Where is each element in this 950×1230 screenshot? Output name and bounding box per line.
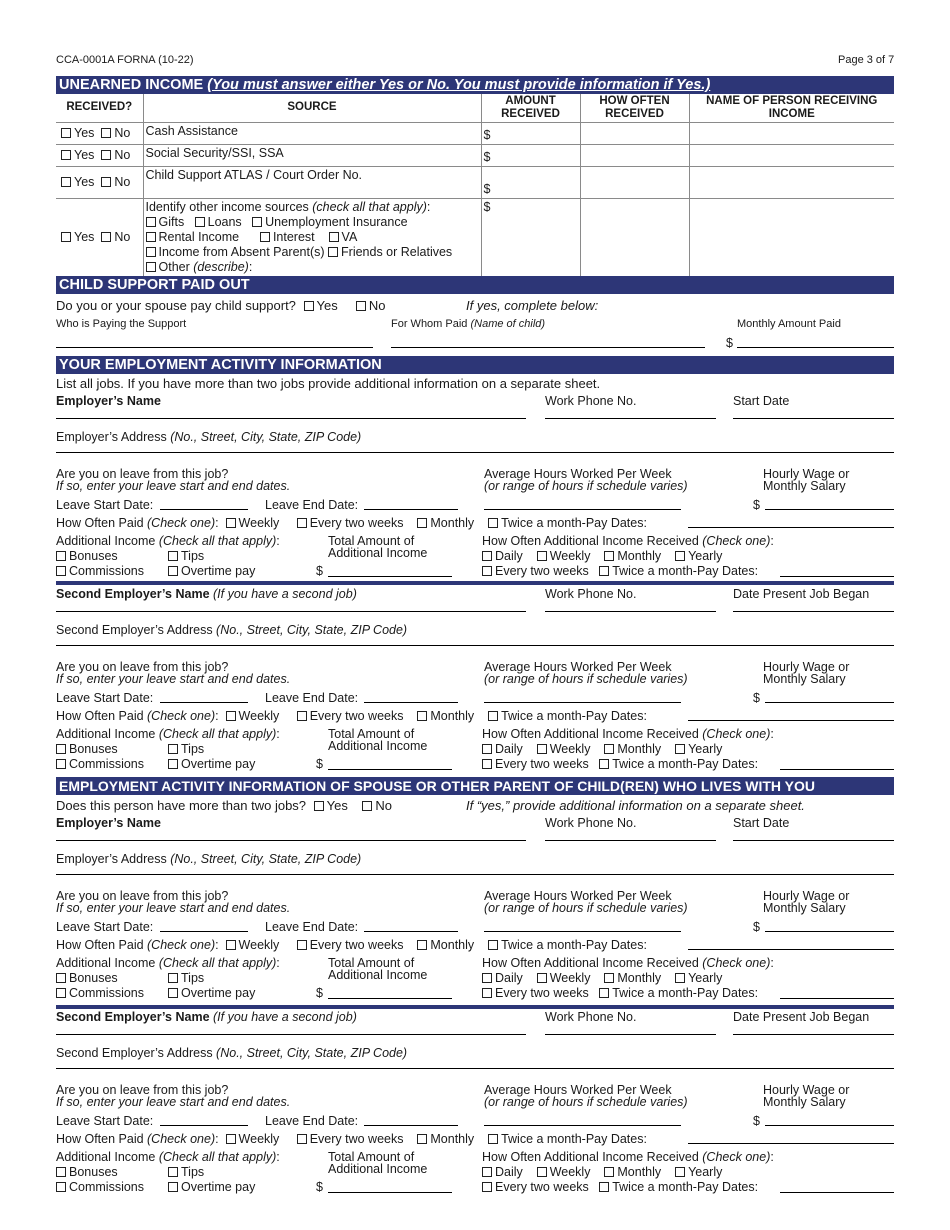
leave-end-field[interactable] xyxy=(364,1125,458,1126)
overtime-checkbox[interactable] xyxy=(168,566,178,576)
leave-end-field[interactable] xyxy=(364,931,458,932)
additional-income-label: Additional Income (Check all that apply): xyxy=(56,1150,280,1164)
weekly-checkbox[interactable] xyxy=(226,940,236,950)
monthly-checkbox[interactable] xyxy=(417,1134,427,1144)
add-weekly-checkbox[interactable] xyxy=(537,551,547,561)
for-whom-label: For Whom Paid (Name of child) xyxy=(391,318,546,330)
avg-hours-field[interactable] xyxy=(484,931,681,932)
yes-checkbox[interactable] xyxy=(61,177,71,187)
how-often-additional-options-2: Every two weeks Twice a month-Pay Dates: xyxy=(482,757,758,771)
total-amount-label: Total Amount of xyxy=(328,534,415,548)
salary-label: Monthly Salary xyxy=(763,672,846,686)
col-source: SOURCE xyxy=(143,94,481,122)
second-employer-name-label: Second Employer’s Name (If you have a second job) xyxy=(56,1010,357,1024)
additional-pay-dates-field[interactable] xyxy=(780,1192,894,1193)
work-phone-field[interactable] xyxy=(545,611,716,612)
spouse-question: Does this person have more than two jobs? Yes No xyxy=(56,798,392,813)
add-monthly-checkbox[interactable] xyxy=(604,1167,614,1177)
employment-intro: List all jobs. If you have more than two jobs provide additional information on a separate sheet. xyxy=(56,376,601,391)
avg-hours-field[interactable] xyxy=(484,509,681,510)
how-often-field[interactable] xyxy=(580,198,689,276)
col-amount: AMOUNT RECEIVED xyxy=(481,94,580,122)
employer-name-field[interactable] xyxy=(56,1034,526,1035)
name-field[interactable] xyxy=(689,122,894,144)
commissions-checkbox[interactable] xyxy=(56,566,66,576)
twice-month-checkbox[interactable] xyxy=(488,940,498,950)
yearly-checkbox[interactable] xyxy=(675,551,685,561)
daily-checkbox[interactable] xyxy=(482,1167,492,1177)
total-amount-field[interactable] xyxy=(328,998,452,999)
for-whom-field[interactable] xyxy=(391,347,705,348)
salary-label: Monthly Salary xyxy=(763,901,846,915)
start-date-label: Start Date xyxy=(733,816,790,830)
pay-dates-field[interactable] xyxy=(688,949,894,950)
date-present-job-label: Date Present Job Began xyxy=(733,587,870,601)
bonuses-option: Bonuses xyxy=(56,742,118,756)
employer-address-label: Employer’s Address (No., Street, City, State, ZIP Code) xyxy=(56,852,362,866)
leave-end-label: Leave End Date: xyxy=(265,498,359,512)
wage-label: Hourly Wage or xyxy=(763,1083,850,1097)
wage-field[interactable] xyxy=(765,1125,894,1126)
employer-address-field[interactable] xyxy=(56,1068,894,1069)
leave-question: Are you on leave from this job? xyxy=(56,1083,229,1097)
add-weekly-checkbox[interactable] xyxy=(537,744,547,754)
wage-field[interactable] xyxy=(765,931,894,932)
amount-field[interactable]: $ xyxy=(481,144,580,166)
add-monthly-checkbox[interactable] xyxy=(604,551,614,561)
how-often-additional-options-2: Every two weeks Twice a month-Pay Dates: xyxy=(482,986,758,1000)
name-field[interactable] xyxy=(689,198,894,276)
unearned-income-header: UNEARNED INCOME (You must answer either Yes or No. You must provide information if Yes.) xyxy=(56,76,894,94)
every-two-weeks-checkbox[interactable] xyxy=(297,711,307,721)
commissions-checkbox[interactable] xyxy=(56,988,66,998)
work-phone-field[interactable] xyxy=(545,1034,716,1035)
bonuses-checkbox[interactable] xyxy=(56,1167,66,1177)
dollar-sign: $ xyxy=(316,1180,323,1194)
child-support-no-checkbox[interactable] xyxy=(356,301,366,311)
how-often-additional-options-2: Every two weeks Twice a month-Pay Dates: xyxy=(482,1180,758,1194)
wage-field[interactable] xyxy=(765,702,894,703)
yearly-checkbox[interactable] xyxy=(675,1167,685,1177)
leave-question: Are you on leave from this job? xyxy=(56,889,229,903)
total-amount-label: Total Amount of xyxy=(328,1150,415,1164)
add-monthly-checkbox[interactable] xyxy=(604,973,614,983)
yearly-checkbox[interactable] xyxy=(675,973,685,983)
avg-hours-label: Average Hours Worked Per Week xyxy=(484,1083,672,1097)
overtime-option: Overtime pay xyxy=(168,564,255,578)
table-row: Yes No Child Support ATLAS / Court Order No. $ xyxy=(56,166,894,198)
work-phone-label: Work Phone No. xyxy=(545,816,637,830)
name-field[interactable] xyxy=(689,166,894,198)
total-amount-field[interactable] xyxy=(328,769,452,770)
every-two-weeks-checkbox[interactable] xyxy=(297,940,307,950)
col-how-often: HOW OFTEN RECEIVED xyxy=(580,94,689,122)
child-support-if-yes: If yes, complete below: xyxy=(466,298,599,313)
additional-income-label: Additional Income (Check all that apply): xyxy=(56,956,280,970)
commissions-checkbox[interactable] xyxy=(56,759,66,769)
tips-checkbox[interactable] xyxy=(168,1167,178,1177)
employer-address-field[interactable] xyxy=(56,645,894,646)
leave-end-label: Leave End Date: xyxy=(265,1114,359,1128)
section-divider xyxy=(56,581,894,585)
how-often-field[interactable] xyxy=(580,166,689,198)
how-often-additional-label: How Often Additional Income Received (Check one): xyxy=(482,956,774,970)
gifts-checkbox[interactable] xyxy=(146,217,156,227)
employer-name-field[interactable] xyxy=(56,840,526,841)
tips-checkbox[interactable] xyxy=(168,551,178,561)
col-received: RECEIVED? xyxy=(56,94,143,122)
twice-month-checkbox[interactable] xyxy=(488,711,498,721)
avg-hours-label: Average Hours Worked Per Week xyxy=(484,660,672,674)
va-checkbox[interactable] xyxy=(329,232,339,242)
commissions-option: Commissions xyxy=(56,1180,144,1194)
every-two-weeks-checkbox[interactable] xyxy=(297,518,307,528)
leave-start-label: Leave Start Date: xyxy=(56,1114,154,1128)
add-twice-month-checkbox[interactable] xyxy=(599,988,609,998)
wage-label: Hourly Wage or xyxy=(763,467,850,481)
how-often-paid-row: How Often Paid (Check one): Weekly Every two weeks Monthly Twice a month-Pay Dates: xyxy=(56,1132,647,1146)
work-phone-label: Work Phone No. xyxy=(545,394,637,408)
dollar-sign: $ xyxy=(753,920,760,934)
additional-income-label: Additional Income (Check all that apply): xyxy=(56,534,280,548)
leave-start-field[interactable] xyxy=(160,509,248,510)
salary-label: Monthly Salary xyxy=(763,479,846,493)
spouse-header: EMPLOYMENT ACTIVITY INFORMATION OF SPOUSE OR OTHER PARENT OF CHILD(REN) WHO LIVES WITH YOU xyxy=(56,777,894,795)
leave-start-field[interactable] xyxy=(160,702,248,703)
table-row: Yes No Social Security/SSI, SSA $ xyxy=(56,144,894,166)
avg-hours-field[interactable] xyxy=(484,1125,681,1126)
additional-pay-dates-field[interactable] xyxy=(780,998,894,999)
employer-address-label: Employer’s Address (No., Street, City, State, ZIP Code) xyxy=(56,430,362,444)
monthly-amount-label: Monthly Amount Paid xyxy=(737,318,841,330)
leave-end-label: Leave End Date: xyxy=(265,920,359,934)
add-twice-month-checkbox[interactable] xyxy=(599,566,609,576)
how-often-additional-options: Daily Weekly Monthly Yearly xyxy=(482,1165,722,1179)
dollar-sign: $ xyxy=(316,986,323,1000)
daily-checkbox[interactable] xyxy=(482,744,492,754)
overtime-checkbox[interactable] xyxy=(168,1182,178,1192)
leave-question: Are you on leave from this job? xyxy=(56,467,229,481)
rental-checkbox[interactable] xyxy=(146,232,156,242)
yes-checkbox[interactable] xyxy=(61,150,71,160)
spouse-no-checkbox[interactable] xyxy=(362,801,372,811)
how-often-additional-label: How Often Additional Income Received (Check one): xyxy=(482,727,774,741)
pay-dates-field[interactable] xyxy=(688,1143,894,1144)
how-often-additional-options: Daily Weekly Monthly Yearly xyxy=(482,742,722,756)
spouse-note: If “yes,” provide additional information on a separate sheet. xyxy=(466,798,805,813)
bonuses-option: Bonuses xyxy=(56,971,118,985)
total-amount-label: Total Amount of xyxy=(328,956,415,970)
dollar-sign: $ xyxy=(753,691,760,705)
avg-hours-note: (or range of hours if schedule varies) xyxy=(484,672,688,686)
start-date-label: Start Date xyxy=(733,394,790,408)
source-child-support: Child Support ATLAS / Court Order No. xyxy=(143,166,481,198)
add-twice-month-checkbox[interactable] xyxy=(599,1182,609,1192)
leave-note: If so, enter your leave start and end dates. xyxy=(56,901,291,915)
leave-end-field[interactable] xyxy=(364,509,458,510)
unemployment-checkbox[interactable] xyxy=(252,217,262,227)
leave-note: If so, enter your leave start and end dates. xyxy=(56,479,291,493)
add-every-two-weeks-checkbox[interactable] xyxy=(482,988,492,998)
leave-start-field[interactable] xyxy=(160,1125,248,1126)
loans-checkbox[interactable] xyxy=(195,217,205,227)
daily-checkbox[interactable] xyxy=(482,973,492,983)
commissions-option: Commissions xyxy=(56,564,144,578)
add-every-two-weeks-checkbox[interactable] xyxy=(482,566,492,576)
pay-dates-field[interactable] xyxy=(688,527,894,528)
name-field[interactable] xyxy=(689,144,894,166)
how-often-field[interactable] xyxy=(580,122,689,144)
table-row: Yes No Identify other income sources (check all that apply): Gifts Loans Unemployment Insurance Rental Income Interest VA Income from Absent Parent(s) Friends or Relatives Other (describe): $ xyxy=(56,198,894,276)
source-social-security: Social Security/SSI, SSA xyxy=(143,144,481,166)
wage-label: Hourly Wage or xyxy=(763,660,850,674)
add-every-two-weeks-checkbox[interactable] xyxy=(482,759,492,769)
employer-name-field[interactable] xyxy=(56,418,526,419)
employer-address-field[interactable] xyxy=(56,452,894,453)
total-amount-field[interactable] xyxy=(328,1192,452,1193)
add-monthly-checkbox[interactable] xyxy=(604,744,614,754)
work-phone-label: Work Phone No. xyxy=(545,1010,637,1024)
tips-option: Tips xyxy=(168,971,204,985)
overtime-option: Overtime pay xyxy=(168,986,255,1000)
other-checkbox[interactable] xyxy=(146,262,156,272)
yearly-checkbox[interactable] xyxy=(675,744,685,754)
overtime-checkbox[interactable] xyxy=(168,988,178,998)
employer-address-label: Second Employer’s Address (No., Street, City, State, ZIP Code) xyxy=(56,1046,408,1060)
employer-name-label: Employer’s Name xyxy=(56,394,161,408)
child-support-question: Do you or your spouse pay child support? Yes No xyxy=(56,298,386,313)
employment-header: YOUR EMPLOYMENT ACTIVITY INFORMATION xyxy=(56,356,894,374)
bonuses-checkbox[interactable] xyxy=(56,551,66,561)
spouse-yes-checkbox[interactable] xyxy=(314,801,324,811)
total-additional-label: Additional Income xyxy=(328,968,428,982)
unearned-income-header-note: (You must answer either Yes or No. You must provide information if Yes.) xyxy=(207,77,711,93)
monthly-checkbox[interactable] xyxy=(417,940,427,950)
add-weekly-checkbox[interactable] xyxy=(537,973,547,983)
start-date-field[interactable] xyxy=(733,418,894,419)
start-date-field[interactable] xyxy=(733,1034,894,1035)
commissions-option: Commissions xyxy=(56,986,144,1000)
employer-name-field[interactable] xyxy=(56,611,526,612)
form-id: CCA-0001A FORNA (10-22) xyxy=(56,54,194,66)
no-checkbox[interactable] xyxy=(101,150,111,160)
add-twice-month-checkbox[interactable] xyxy=(599,759,609,769)
how-often-paid-row: How Often Paid (Check one): Weekly Every two weeks Monthly Twice a month-Pay Dates: xyxy=(56,516,647,530)
child-support-header: CHILD SUPPORT PAID OUT xyxy=(56,276,894,294)
employer-name-label: Employer’s Name xyxy=(56,816,161,830)
avg-hours-note: (or range of hours if schedule varies) xyxy=(484,1095,688,1109)
yes-checkbox[interactable] xyxy=(61,128,71,138)
monthly-checkbox[interactable] xyxy=(417,518,427,528)
total-additional-label: Additional Income xyxy=(328,546,428,560)
friends-checkbox[interactable] xyxy=(328,247,338,257)
who-paying-field[interactable] xyxy=(56,347,373,348)
amount-field[interactable]: $ xyxy=(481,166,580,198)
wage-label: Hourly Wage or xyxy=(763,889,850,903)
leave-start-label: Leave Start Date: xyxy=(56,920,154,934)
work-phone-field[interactable] xyxy=(545,840,716,841)
second-employer-name-label: Second Employer’s Name (If you have a second job) xyxy=(56,587,357,601)
overtime-option: Overtime pay xyxy=(168,757,255,771)
every-two-weeks-checkbox[interactable] xyxy=(297,1134,307,1144)
how-often-additional-label: How Often Additional Income Received (Check one): xyxy=(482,534,774,548)
no-checkbox[interactable] xyxy=(101,177,111,187)
dollar-sign: $ xyxy=(726,336,733,350)
commissions-checkbox[interactable] xyxy=(56,1182,66,1192)
dollar-sign: $ xyxy=(753,498,760,512)
source-other: Identify other income sources (check all that apply): Gifts Loans Unemployment Insurance Rental Income Interest VA Income from Absent Parent(s) Friends or Relatives Other (describe): xyxy=(143,198,481,276)
date-present-job-label: Date Present Job Began xyxy=(733,1010,870,1024)
leave-start-label: Leave Start Date: xyxy=(56,691,154,705)
leave-note: If so, enter your leave start and end dates. xyxy=(56,672,291,686)
wage-field[interactable] xyxy=(765,509,894,510)
bonuses-option: Bonuses xyxy=(56,549,118,563)
tips-checkbox[interactable] xyxy=(168,744,178,754)
employer-address-field[interactable] xyxy=(56,874,894,875)
weekly-checkbox[interactable] xyxy=(226,1134,236,1144)
avg-hours-field[interactable] xyxy=(484,702,681,703)
overtime-checkbox[interactable] xyxy=(168,759,178,769)
avg-hours-note: (or range of hours if schedule varies) xyxy=(484,479,688,493)
total-amount-field[interactable] xyxy=(328,576,452,577)
dollar-sign: $ xyxy=(316,564,323,578)
no-checkbox[interactable] xyxy=(101,232,111,242)
start-date-field[interactable] xyxy=(733,840,894,841)
leave-note: If so, enter your leave start and end dates. xyxy=(56,1095,291,1109)
avg-hours-note: (or range of hours if schedule varies) xyxy=(484,901,688,915)
avg-hours-label: Average Hours Worked Per Week xyxy=(484,889,672,903)
total-amount-label: Total Amount of xyxy=(328,727,415,741)
no-checkbox[interactable] xyxy=(101,128,111,138)
col-name: NAME OF PERSON RECEIVING INCOME xyxy=(689,94,894,122)
amount-field[interactable]: $ xyxy=(481,198,580,276)
monthly-checkbox[interactable] xyxy=(417,711,427,721)
commissions-option: Commissions xyxy=(56,757,144,771)
weekly-checkbox[interactable] xyxy=(226,711,236,721)
avg-hours-label: Average Hours Worked Per Week xyxy=(484,467,672,481)
total-additional-label: Additional Income xyxy=(328,739,428,753)
overtime-option: Overtime pay xyxy=(168,1180,255,1194)
amount-field[interactable]: $ xyxy=(481,122,580,144)
bonuses-checkbox[interactable] xyxy=(56,744,66,754)
tips-checkbox[interactable] xyxy=(168,973,178,983)
additional-pay-dates-field[interactable] xyxy=(780,769,894,770)
yes-checkbox[interactable] xyxy=(61,232,71,242)
how-often-field[interactable] xyxy=(580,144,689,166)
twice-month-checkbox[interactable] xyxy=(488,1134,498,1144)
absent-parent-checkbox[interactable] xyxy=(146,247,156,257)
how-often-additional-options-2: Every two weeks Twice a month-Pay Dates: xyxy=(482,564,758,578)
additional-income-label: Additional Income (Check all that apply): xyxy=(56,727,280,741)
child-support-yes-checkbox[interactable] xyxy=(304,301,314,311)
bonuses-checkbox[interactable] xyxy=(56,973,66,983)
monthly-amount-field[interactable] xyxy=(737,347,894,348)
add-weekly-checkbox[interactable] xyxy=(537,1167,547,1177)
leave-question: Are you on leave from this job? xyxy=(56,660,229,674)
add-every-two-weeks-checkbox[interactable] xyxy=(482,1182,492,1192)
interest-checkbox[interactable] xyxy=(260,232,270,242)
how-often-additional-options: Daily Weekly Monthly Yearly xyxy=(482,971,722,985)
weekly-checkbox[interactable] xyxy=(226,518,236,528)
leave-start-field[interactable] xyxy=(160,931,248,932)
leave-end-field[interactable] xyxy=(364,702,458,703)
dollar-sign: $ xyxy=(316,757,323,771)
additional-pay-dates-field[interactable] xyxy=(780,576,894,577)
table-row: Yes No Cash Assistance $ xyxy=(56,122,894,144)
employer-address-label: Second Employer’s Address (No., Street, City, State, ZIP Code) xyxy=(56,623,408,637)
who-paying-label: Who is Paying the Support xyxy=(56,318,187,330)
how-often-paid-row: How Often Paid (Check one): Weekly Every two weeks Monthly Twice a month-Pay Dates: xyxy=(56,938,647,952)
daily-checkbox[interactable] xyxy=(482,551,492,561)
how-often-additional-label: How Often Additional Income Received (Check one): xyxy=(482,1150,774,1164)
pay-dates-field[interactable] xyxy=(688,720,894,721)
source-cash: Cash Assistance xyxy=(143,122,481,144)
work-phone-field[interactable] xyxy=(545,418,716,419)
salary-label: Monthly Salary xyxy=(763,1095,846,1109)
twice-month-checkbox[interactable] xyxy=(488,518,498,528)
tips-option: Tips xyxy=(168,742,204,756)
tips-option: Tips xyxy=(168,549,204,563)
tips-option: Tips xyxy=(168,1165,204,1179)
total-additional-label: Additional Income xyxy=(328,1162,428,1176)
leave-start-label: Leave Start Date: xyxy=(56,498,154,512)
bonuses-option: Bonuses xyxy=(56,1165,118,1179)
dollar-sign: $ xyxy=(753,1114,760,1128)
leave-end-label: Leave End Date: xyxy=(265,691,359,705)
unearned-income-table xyxy=(56,94,894,277)
page-number: Page 3 of 7 xyxy=(838,54,895,66)
how-often-paid-row: How Often Paid (Check one): Weekly Every two weeks Monthly Twice a month-Pay Dates: xyxy=(56,709,647,723)
how-often-additional-options: Daily Weekly Monthly Yearly xyxy=(482,549,722,563)
section-divider xyxy=(56,1005,894,1009)
start-date-field[interactable] xyxy=(733,611,894,612)
work-phone-label: Work Phone No. xyxy=(545,587,637,601)
